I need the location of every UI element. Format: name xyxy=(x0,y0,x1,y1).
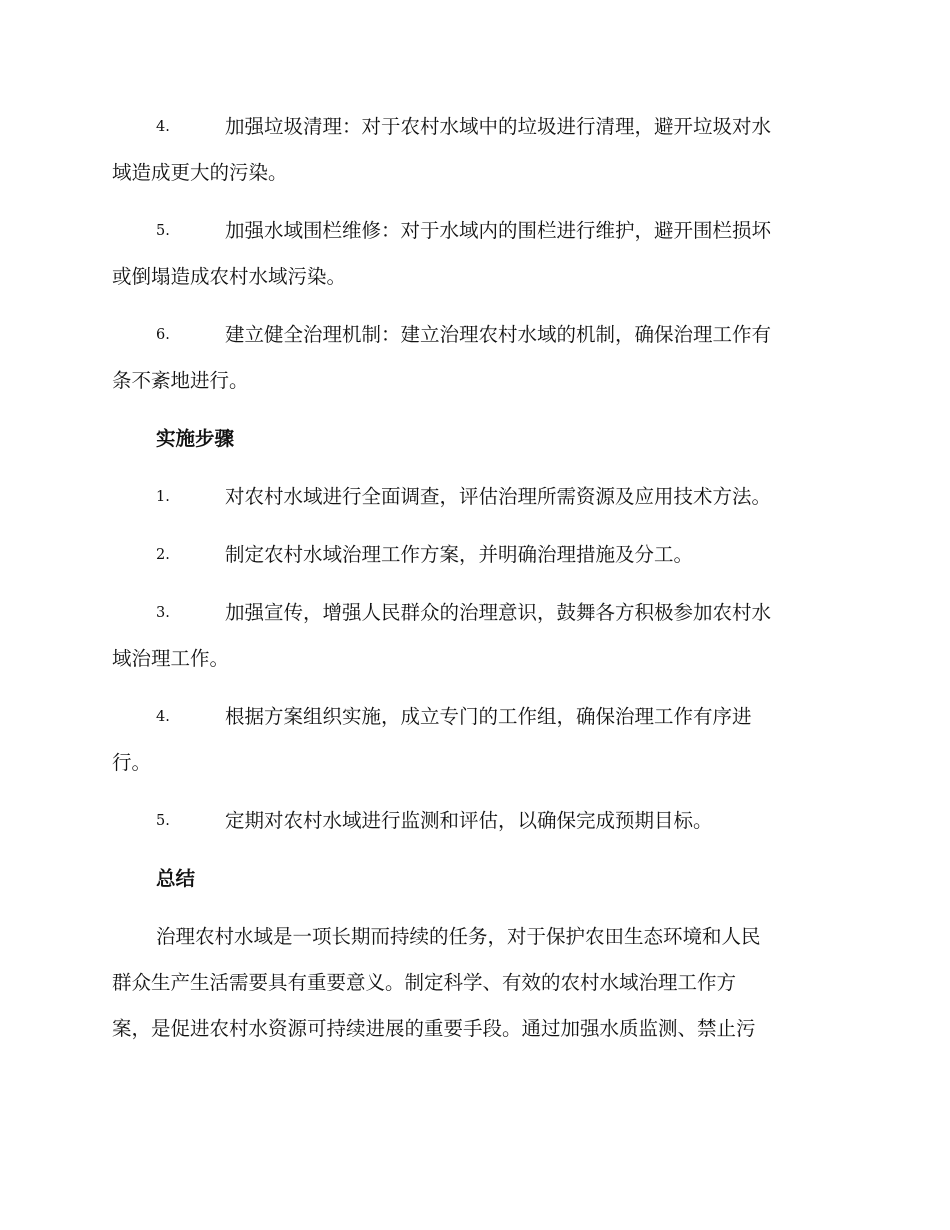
summary-paragraph xyxy=(112,914,834,1052)
list-item-text: 加强垃圾清理：对于农村水域中的垃圾进行清理，避开垃圾对水 xyxy=(225,115,772,138)
list-item-text: 对农村水域进行全面调查，评估治理所需资源及应用技术方法。 xyxy=(225,485,772,508)
section-heading-steps: 实施步骤 xyxy=(156,427,235,450)
list-item-number: 5. xyxy=(156,813,170,829)
paragraph-line: 群众生产生活需要具有重要意义。制定科学、有效的农村水域治理工作方 xyxy=(112,971,737,994)
list-item-number: 2. xyxy=(156,547,170,563)
list-item-text: 根据方案组织实施，成立专门的工作组，确保治理工作有序进 xyxy=(225,705,752,728)
list-item-number: 1. xyxy=(156,489,170,505)
list-item xyxy=(112,208,834,300)
paragraph-line: 案，是促进农村水资源可持续进展的重要手段。通过加强水质监测、禁止污 xyxy=(112,1017,756,1040)
list-item xyxy=(112,532,834,578)
document-page xyxy=(112,104,834,1052)
list-item xyxy=(112,474,834,520)
list-item xyxy=(112,104,834,196)
list-item-text: 加强水域围栏维修：对于水域内的围栏进行维护，避开围栏损坏 xyxy=(225,219,772,242)
list-item-text-continued: 域造成更大的污染。 xyxy=(112,161,288,184)
list-item xyxy=(112,590,834,682)
list-item-text-continued: 或倒塌造成农村水域污染。 xyxy=(112,265,347,288)
list-item-text-continued: 域治理工作。 xyxy=(112,647,230,670)
list-item xyxy=(112,694,834,786)
list-item-number: 4. xyxy=(156,709,170,725)
list-item-number: 6. xyxy=(156,327,170,343)
list-item-text-continued: 条不紊地进行。 xyxy=(112,369,249,392)
list-item-text: 加强宣传，增强人民群众的治理意识，鼓舞各方积极参加农村水 xyxy=(225,601,772,624)
section-heading-summary: 总结 xyxy=(156,867,196,890)
list-item-number: 4. xyxy=(156,119,170,135)
paragraph-line: 治理农村水域是一项长期而持续的任务，对于保护农田生态环境和人民 xyxy=(156,925,761,948)
list-item-text: 制定农村水域治理工作方案，并明确治理措施及分工。 xyxy=(225,543,694,566)
list-item-number: 5. xyxy=(156,223,170,239)
list-item-text: 定期对农村水域进行监测和评估，以确保完成预期目标。 xyxy=(225,809,713,832)
list-item xyxy=(112,798,834,844)
list-item xyxy=(112,312,834,404)
list-item-text: 建立健全治理机制：建立治理农村水域的机制，确保治理工作有 xyxy=(225,323,772,346)
list-item-number: 3. xyxy=(156,605,170,621)
list-item-text-continued: 行。 xyxy=(112,751,152,774)
